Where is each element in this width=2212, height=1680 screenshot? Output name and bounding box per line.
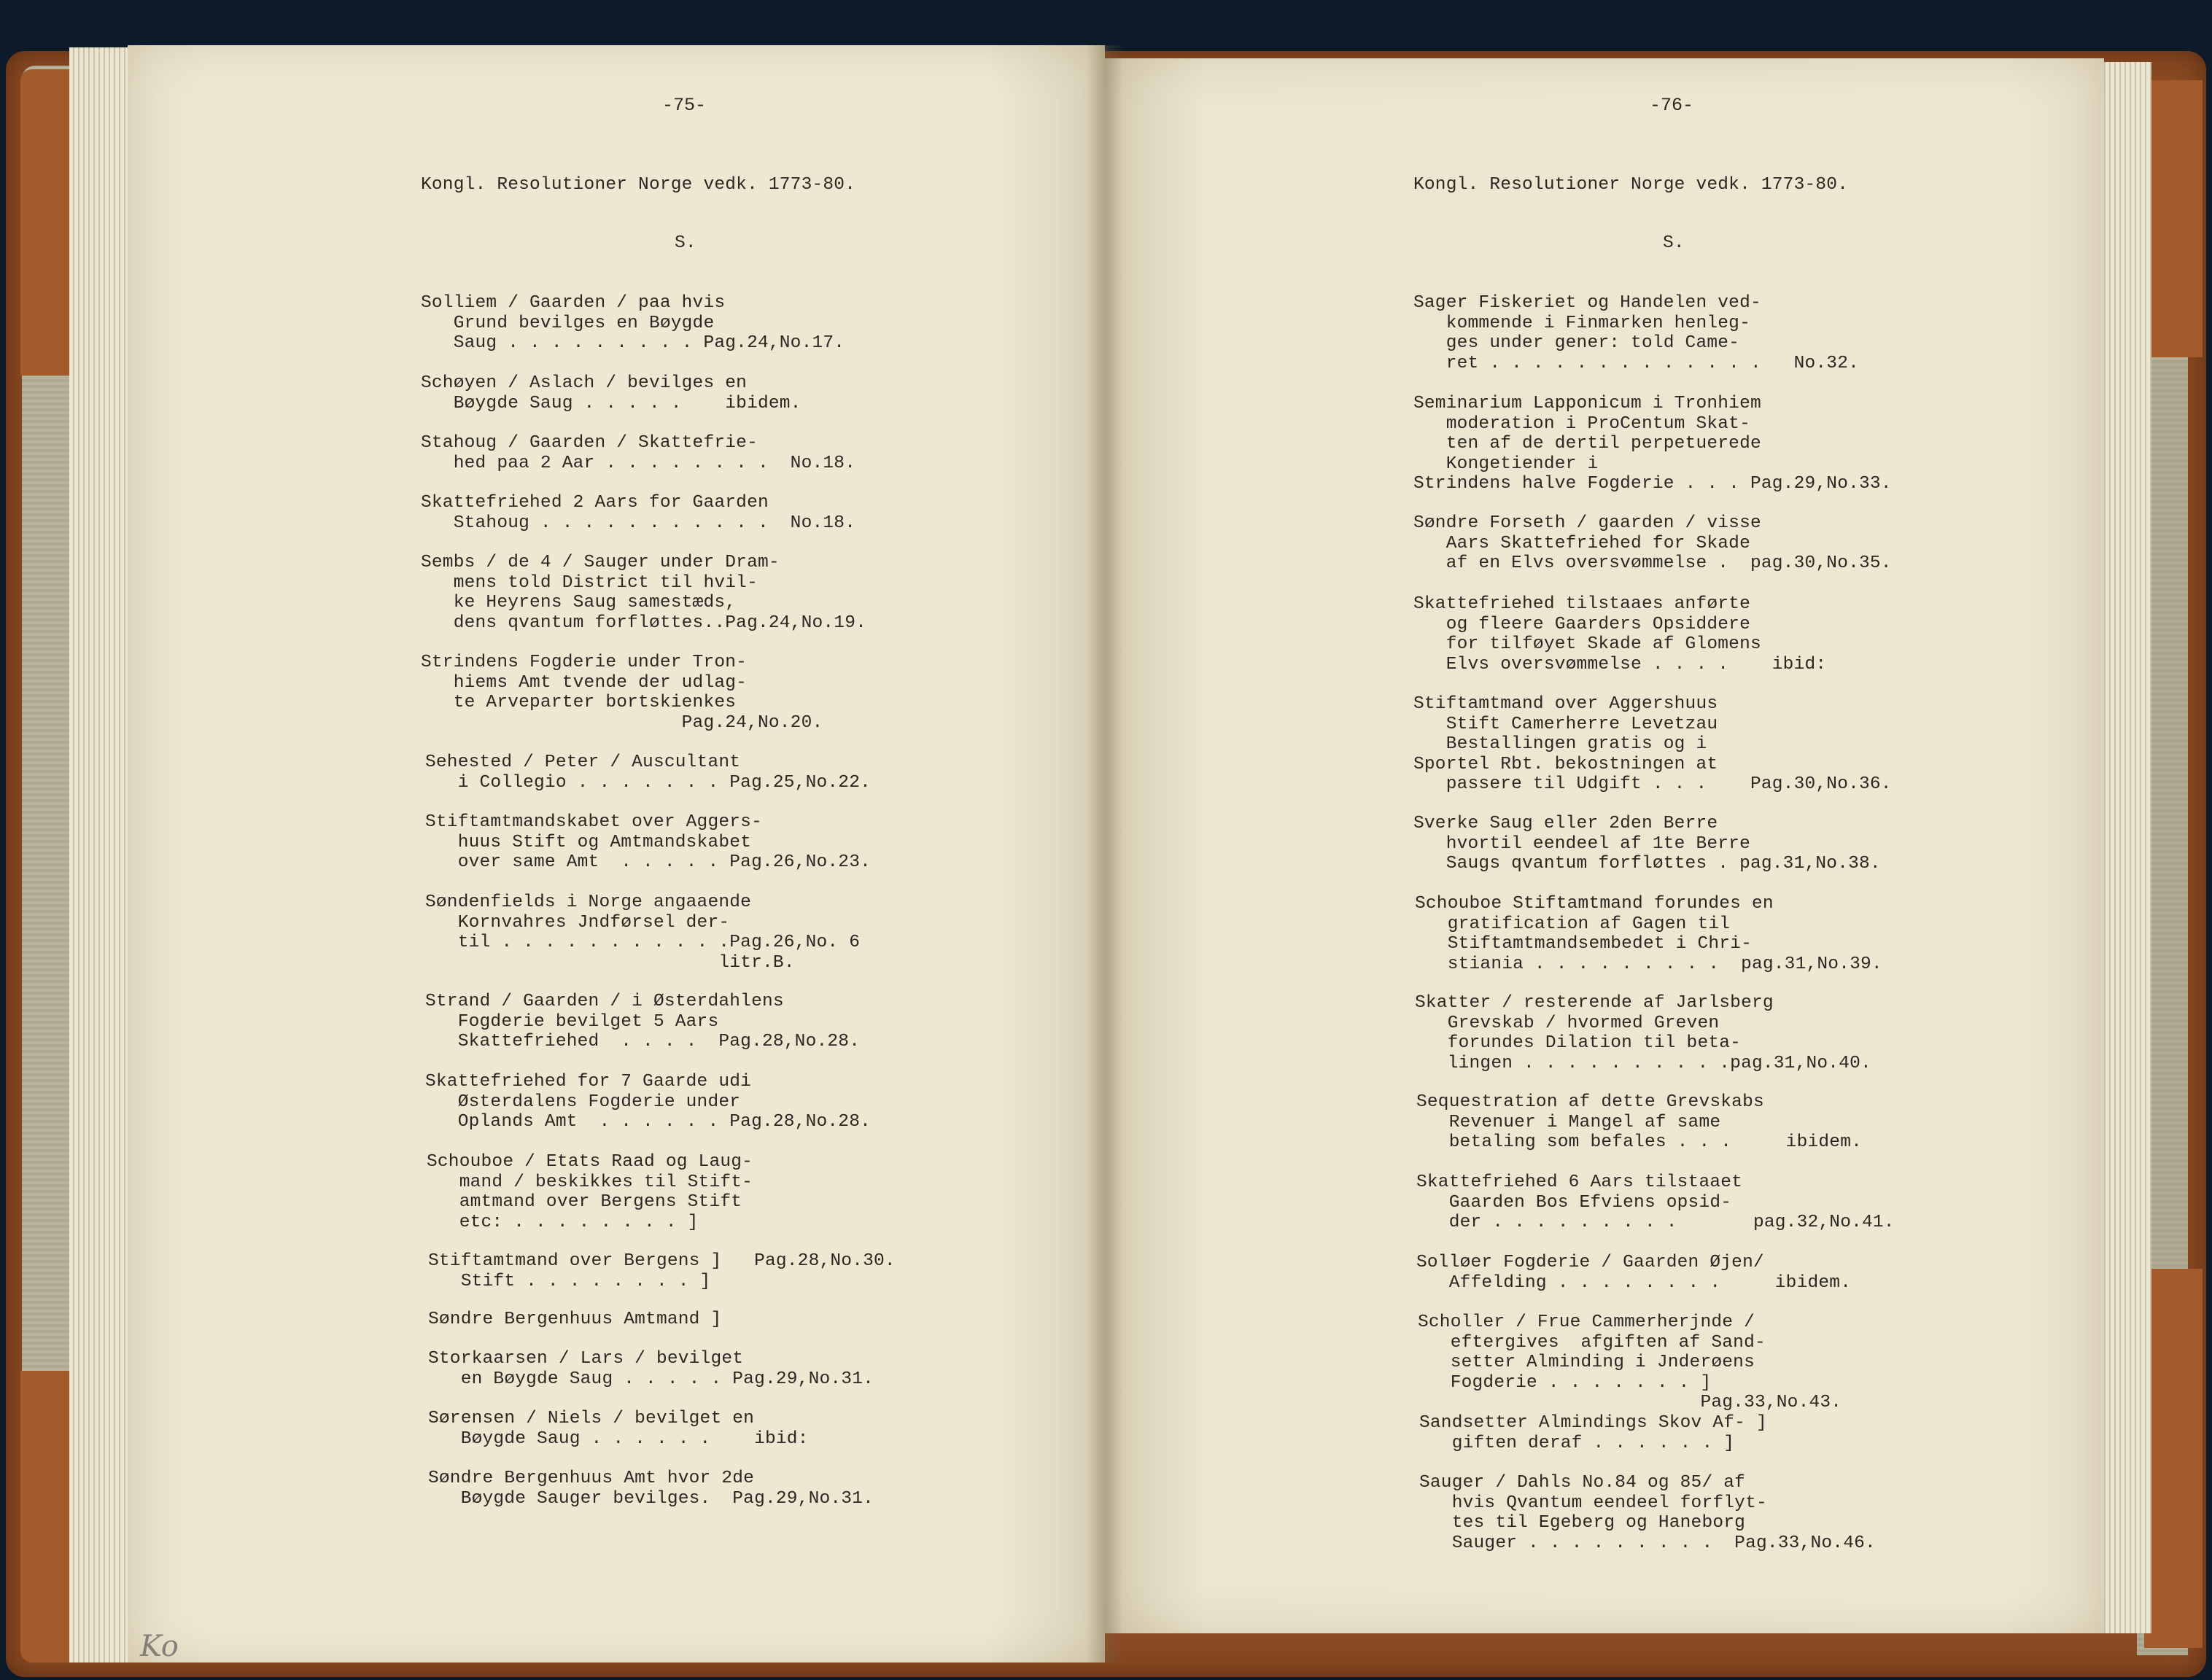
index-entry: Strand / Gaarden / i Østerdahlens Fogderie bevilget 5 Aars Skattefriehed . . . . Pag.28,No.28. [425,992,861,1052]
index-entry: Søndenfields i Norge angaaende Kornvahres Jndførsel der- til . . . . . . . . . . .Pag.26,No. 6 litr.B. [425,892,861,973]
index-entry: Sauger / Dahls No.84 og 85/ af hvis Qvantum eendeel forflyt- tes til Egeberg og Haneborg Sauger . . . . . . . . . Pag.33,No.46. [1419,1473,1876,1553]
index-entry: Schøyen / Aslach / bevilges en Bøygde Saug . . . . . ibidem. [421,373,802,413]
leather-corner [2144,80,2203,357]
page-edges-right [2100,62,2151,1633]
page-heading-left: Kongl. Resolutioner Norge vedk. 1773-80. [421,175,856,195]
index-entry: Sequestration af dette Grevskabs Revenuer i Mangel af same betaling som befales . . . ibidem. [1416,1092,1862,1153]
index-entry: Storkaarsen / Lars / bevilget en Bøygde Saug . . . . . Pag.29,No.31. [428,1349,874,1389]
index-entry: Sverke Saug eller 2den Berre hvortil eendeel af 1te Berre Saugs qvantum forfløttes . pag.31,No.38. [1413,814,1881,874]
index-entry: Schouboe Stiftamtmand forundes en gratification af Gagen til Stiftamtmandsembedet i Chri- stiania . . . . . . . . . pag.31,No.39. [1415,894,1882,974]
index-entry: Solliem / Gaarden / paa hvis Grund bevilges en Bøygde Saug . . . . . . . . . Pag.24,No.17. [421,293,845,354]
index-entry: Sager Fiskeriet og Handelen ved- kommende i Finmarken henleg- ges under gener: told Came- ret . . . . . . . . . . . . . No.32. [1413,293,1859,373]
index-entry: Stiftamtmand over Bergens ] Pag.28,No.30. Stift . . . . . . . . ] [428,1251,896,1291]
page-edges-left [69,47,131,1662]
index-entry: Stiftamtmand over Aggershuus Stift Camerherre Levetzau Bestallingen gratis og i Sportel Rbt. bekostningen at passere til Udgift . . . Pag.30,No.36. [1413,694,1892,795]
book-gutter [1087,45,1123,1662]
index-entry: Stahoug / Gaarden / Skattefrie- hed paa 2 Aar . . . . . . . . No.18. [421,433,856,473]
index-entry: Seminarium Lapponicum i Tronhiem moderation i ProCentum Skat- ten af de dertil perpetuerede Kongetiender i Strindens halve Fogderie . . . Pag.29,No.33. [1413,394,1892,494]
pencil-mark: Ko [140,1630,179,1663]
index-entry: Sandsetter Almindings Skov Af- ] giften deraf . . . . . . ] [1419,1413,1767,1453]
index-entry: Schouboe / Etats Raad og Laug- mand / beskikkes til Stift- amtmand over Bergens Stift etc: . . . . . . . . ] [427,1152,753,1232]
index-entry: Solløer Fogderie / Gaarden Øjen/ Affelding . . . . . . . . ibidem. [1416,1253,1852,1293]
index-entry: Søndre Bergenhuus Amtmand ] [428,1310,722,1329]
index-entry: Skattefriehed tilstaaes anførte og fleere Gaarders Opsiddere for tilføyet Skade af Glomens Elvs oversvømmelse . . . . ibid: [1413,594,1827,674]
index-entry: Sehested / Peter / Auscultant i Collegio . . . . . . . Pag.25,No.22. [425,752,871,793]
index-entry: Skattefriehed for 7 Gaarde udi Østerdalens Fogderie under Oplands Amt . . . . . . Pag.28,No.28. [425,1072,871,1132]
index-entry: Skattefriehed 6 Aars tilstaaet Gaarden Bos Efviens opsid- der . . . . . . . . . pag.32,No.41. [1416,1172,1895,1233]
page-heading-right: Kongl. Resolutioner Norge vedk. 1773-80. [1413,175,1849,195]
index-entry: Sembs / de 4 / Sauger under Dram- mens told District til hvil- ke Heyrens Saug samestæds, dens qvantum forfløttes..Pag.24,No.19. [421,553,866,633]
index-entry: Stiftamtmandskabet over Aggers- huus Stift og Amtmandskabet over same Amt . . . . . Pag.26,No.23. [425,812,871,873]
index-entry: Scholler / Frue Cammerherjnde / eftergives afgiften af Sand- setter Alminding i Jnderøens Fogderie . . . . . . . ] Pag.33,No.43. [1418,1312,1842,1413]
index-entry: Skattefriehed 2 Aars for Gaarden Stahoug . . . . . . . . . . . No.18. [421,493,856,533]
section-letter-left: S. [675,233,696,253]
index-entry: Sørensen / Niels / bevilget en Bøygde Saug . . . . . . ibid: [428,1409,809,1449]
page-number-left: -75- [662,95,707,116]
index-entry: Søndre Bergenhuus Amt hvor 2de Bøygde Sauger bevilges. Pag.29,No.31. [428,1469,874,1509]
index-entry: Søndre Forseth / gaarden / visse Aars Skattefriehed for Skade af en Elvs oversvømmelse . pag.30,No.35. [1413,513,1892,574]
index-entry: Strindens Fogderie under Tron- hiems Amt tvende der udlag- te Arveparter bortskienkes Pag.24,No.20. [421,653,823,733]
section-letter-right: S. [1663,233,1685,253]
page-number-right: -76- [1650,95,1694,116]
leather-corner [2144,1269,2203,1648]
index-entry: Skatter / resterende af Jarlsberg Grevskab / hvormed Greven forundes Dilation til beta- lingen . . . . . . . . . .pag.31,No.40. [1415,993,1871,1073]
